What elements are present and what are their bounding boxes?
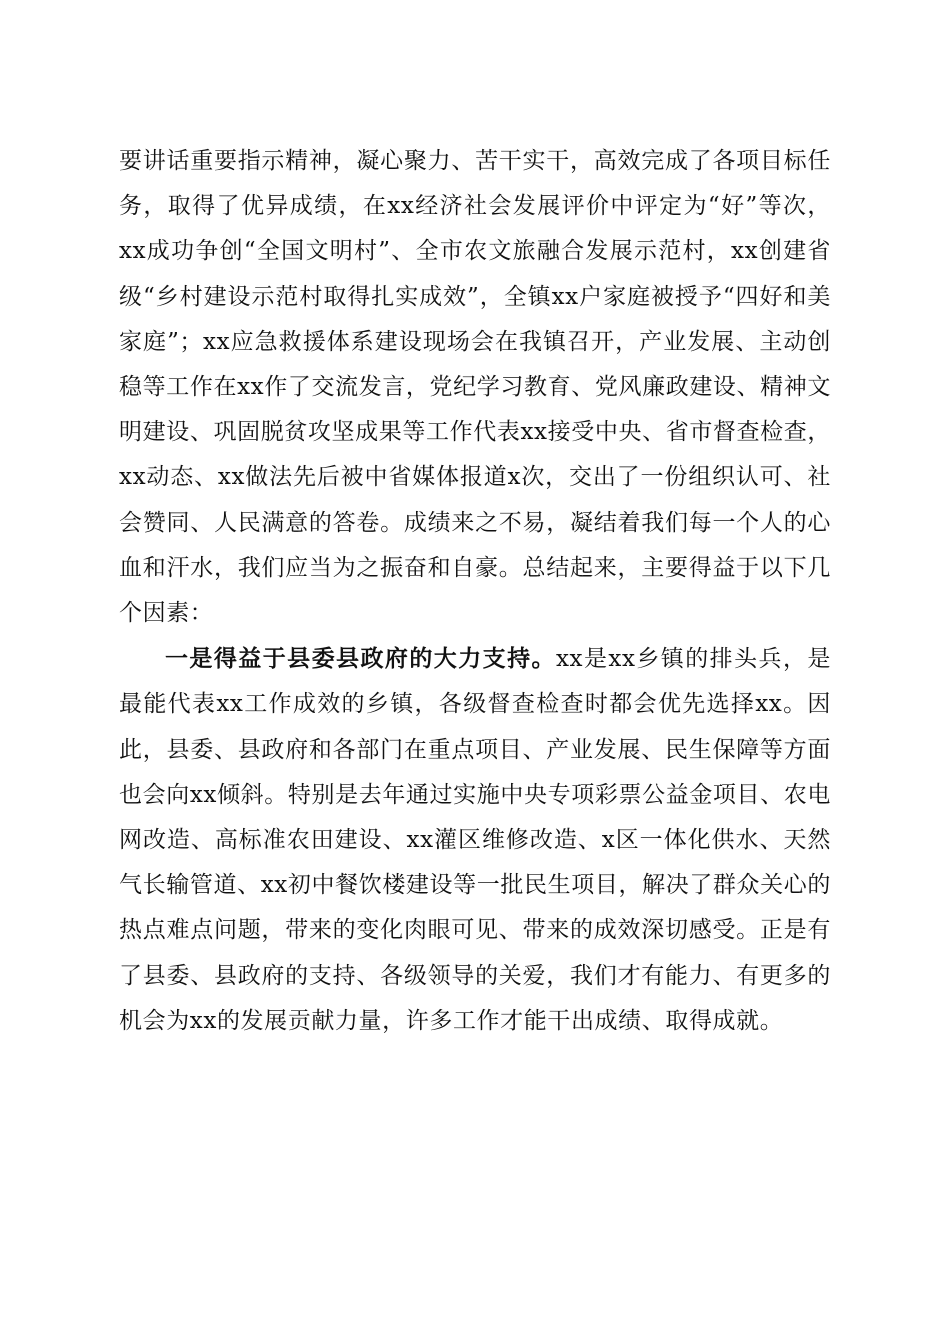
paragraph-text: xx是xx乡镇的排头兵，是最能代表xx工作成效的乡镇，各级督查检查时都会优先选择xx。因此，县委、县政府和各部门在重点项目、产业发展、民生保障等方面也会向xx倾斜。特别是去年通过实施中央专项彩票公益金项目、农电网改造、高标准农田建设、xx灌区维修改造、x区一体化供水、天然气长输管道、xx初中餐饮楼建设等一批民生项目，解决了群众关心的热点难点问题，带来的变化肉眼可见、带来的成效深切感受。正是有了县委、县政府的支持、各级领导的关爱，我们才有能力、有更多的机会为xx的发展贡献力量，许多工作才能干出成绩、取得成就。 [119,646,832,1034]
paragraph-first-factor [119,636,831,1044]
paragraph-lead-heading: 一是得益于县委县政府的大力支持。 [165,645,556,673]
paragraph-continued [119,139,831,636]
document-body [119,139,831,1044]
paragraph-text: 要讲话重要指示精神，凝心聚力、苦干实干，高效完成了各项目标任务，取得了优异成绩，在xx经济社会发展评价中评定为“好”等次，xx成功争创“全国文明村”、全市农文旅融合发展示范村，xx创建省级“乡村建设示范村取得扎实成效”，全镇xx户家庭被授予“四好和美家庭”；xx应急救援体系建设现场会在我镇召开，产业发展、主动创稳等工作在xx作了交流发言，党纪学习教育、党风廉政建设、精神文明建设、巩固脱贫攻坚成果等工作代表xx接受中央、省市督查检查，xx动态、xx做法先后被中省媒体报道x次，交出了一份组织认可、社会赞同、人民满意的答卷。成绩来之不易，凝结着我们每一个人的心血和汗水，我们应当为之振奋和自豪。总结起来，主要得益于以下几个因素： [119,148,831,627]
